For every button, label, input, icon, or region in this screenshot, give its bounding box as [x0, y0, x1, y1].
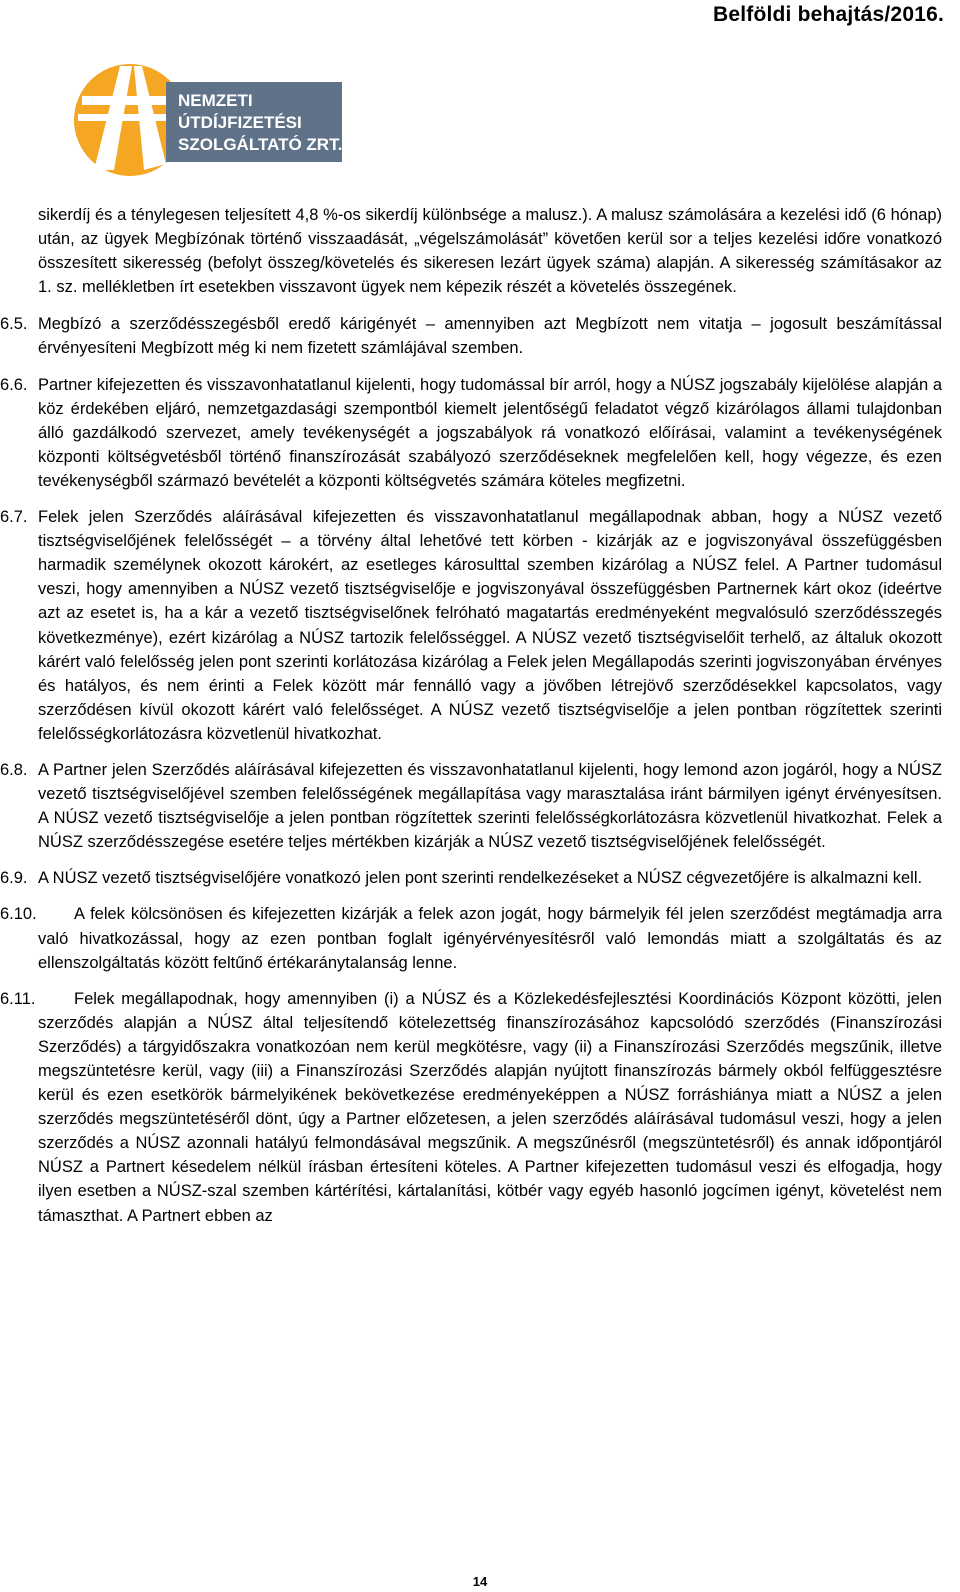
section-text: Partner kifejezetten és visszavonhatatlanul kijelenti, hogy tudomással bír arról, hogy a NÚSZ jogszabály kijelölése alapján a köz érdekében eljáró, nemzetgazdasági szempontból kiemelt jelentőségű feladatot végző kizárólagos állami tulajdonban álló gazdálkodó szervezet, amely tevékenységét a jogszabályok rá vonatkozó előírásai, valamint a tevékenységének központi költségvetésből történő finanszírozását szabályozó szerződéseknek megfelelően kell, hogy végezze, és ezen tevékenységből származó bevételét a központi költségvetés számára köteles megfizetni.: [38, 375, 942, 490]
section-6-10: [0, 902, 942, 974]
section-text: Felek megállapodnak, hogy amennyiben (i) a NÚSZ és a Közlekedésfejlesztési Koordinációs Központ közötti, jelen szerződés alapján a NÚSZ által teljesítendő kötelezettség finanszírozásához kapcsolódó szerződés (Finanszírozási Szerződés) a tárgyidőszakra vonatkozóan nem kerül megkötésre, vagy (ii) a Finanszírozási Szerződés megszűnik, illetve megszüntetésre kerül, vagy (iii) a Finanszírozási Szerződés alapján nyújtott finanszírozás bármely okból felfüggesztésre kerül és ezen esetkörök bármelyikének bekövetkezése eredményeképpen a NÚSZ forráshiánya miatt a NÚSZ a jelen szerződés megszüntetéséről dönt, úgy a Partner előzetesen, a jelen szerződés aláírásával tudomásul veszi, hogy a jelen szerződés a NÚSZ azonnali hatályú felmondásával megszűnik. A megszűnésről (megszüntetésről) és annak időpontjáról NÚSZ a Partnert késedelem nélkül írásban értesíteni köteles. A Partner kifejezetten tudomásul veszi és elfogadja, hogy ilyen esetben a NÚSZ-szal szemben kártérítési, kártalanítási, kötbér vagy egyéb hasonló jogcímen igényt, követelést nem támaszthat. A Partnert ebben az: [38, 989, 942, 1225]
logo-line-3: SZOLGÁLTATÓ ZRT.: [178, 135, 343, 154]
section-text: A felek kölcsönösen és kifejezetten kizárják a felek azon jogát, hogy bármelyik fél jelen szerződést megtámadja arra való hivatkozással, hogy az ezen pontban foglalt igényérvényesítésről való lemondás miatt a szolgáltatás és az ellenszolgáltatás között feltűnő értékaránytalanság lenne.: [38, 905, 942, 972]
section-6-11: [0, 987, 942, 1228]
section-6-7: [0, 505, 942, 746]
section-text: Felek jelen Szerződés aláírásával kifejezetten és visszavonhatatlanul megállapodnak abban, hogy a NÚSZ vezető tisztségviselőjének felelősségét – a törvény által lehetővé tett körben - kizárják az e jogviszonyával összefüggésben harmadik személynek okozott károkért, az esetleges károsulttal szemben kizárólag a NÚSZ felel. A Partner tudomásul veszi, hogy amennyiben a NÚSZ vezető tisztségviselője e jogviszonyával összefüggésben Partnernek kárt okoz (ideértve azt az esetet is, ha a kár a vezető tisztségviselőnek felróható magatartás eredményeként megvalósuló szerződésszegés következménye), ezért kizárólag a NÚSZ tartozik felelősséggel. A NÚSZ vezető tisztségviselőit terhelő, az általuk okozott kárért való felelősség jelen pont szerinti korlátozása kizárólag a Felek jelen Megállapodás szerinti jogviszonyában érvényes és hatályos, és nem érinti a Felek között már fennálló vagy a jövőben létrejövő szerződésekkel kapcsolatos, vagy szerződésen kívül okozott kárért való felelősséget. A NÚSZ vezető tisztségviselője a jelen pontban rögzítettek szerinti felelősségkorlátozásra közvetlenül hivatkozhat.: [38, 508, 942, 743]
section-number: 6.8.: [0, 760, 28, 779]
section-6-6: [0, 373, 942, 493]
section-text: A Partner jelen Szerződés aláírásával kifejezetten és visszavonhatatlanul kijelenti, hogy lemond azon jogáról, hogy a NÚSZ vezető tisztségviselőjével szemben felelősségének megállapítása vagy marasztalása iránt bármilyen igényt érvényesítsen. A NÚSZ vezető tisztségviselője a jelen pontban rögzítettek szerinti felelősségkorlátozásra közvetlenül hivatkozhat. Felek a NÚSZ szerződésszegése esetére teljes mértékben kizárják a NÚSZ vezető tisztségviselőjének felelősségét.: [38, 760, 942, 852]
page-number: 14: [472, 1574, 488, 1589]
section-number: 6.6.: [0, 375, 28, 394]
document-body: [0, 203, 942, 1240]
nusz-logo: [74, 52, 346, 182]
header-title: Belföldi behajtás/2016.: [712, 3, 944, 26]
section-number: 6.11.: [0, 989, 36, 1008]
section-text: A NÚSZ vezető tisztségviselőjére vonatkozó jelen pont szerinti rendelkezéseket a NÚSZ cégvezetőjére is alkalmazni kell.: [38, 869, 923, 888]
section-number: 6.5.: [0, 315, 28, 334]
section-6-9: [0, 866, 942, 890]
section-text: Megbízó a szerződésszegésből eredő kárigényét – amennyiben azt Megbízott nem vitatja – jogosult beszámítással érvényesíteni Megbízott még ki nem fizetett számlájával szemben.: [38, 315, 942, 358]
section-6-5: [0, 312, 942, 360]
nusz-logo-graphic: [74, 52, 346, 182]
section-number: 6.10.: [0, 905, 37, 924]
section-number: 6.9.: [0, 869, 28, 888]
logo-line-2: ÚTDÍJFIZETÉSI: [178, 113, 302, 132]
logo-line-1: NEMZETI: [178, 91, 253, 110]
intro-paragraph: sikerdíj és a ténylegesen teljesített 4,8 %-os sikerdíj különbsége a malusz.). A malusz számolására a kezelési idő (6 hónap) után, az ügyek Megbízónak történő visszaadását, „végelszámolását” követően kerül sor a teljes kezelési időre vonatkozó összesített sikeresség (befolyt összeg/követelés és sikeresen lezárt ügyek száma) alapján. A sikeresség számításakor az 1. sz. mellékletben írt esetekben visszavont ügyek nem képezik részét a követelés összegének.: [38, 206, 942, 297]
section-number: 6.7.: [0, 508, 28, 527]
section-6-8: [0, 758, 942, 854]
